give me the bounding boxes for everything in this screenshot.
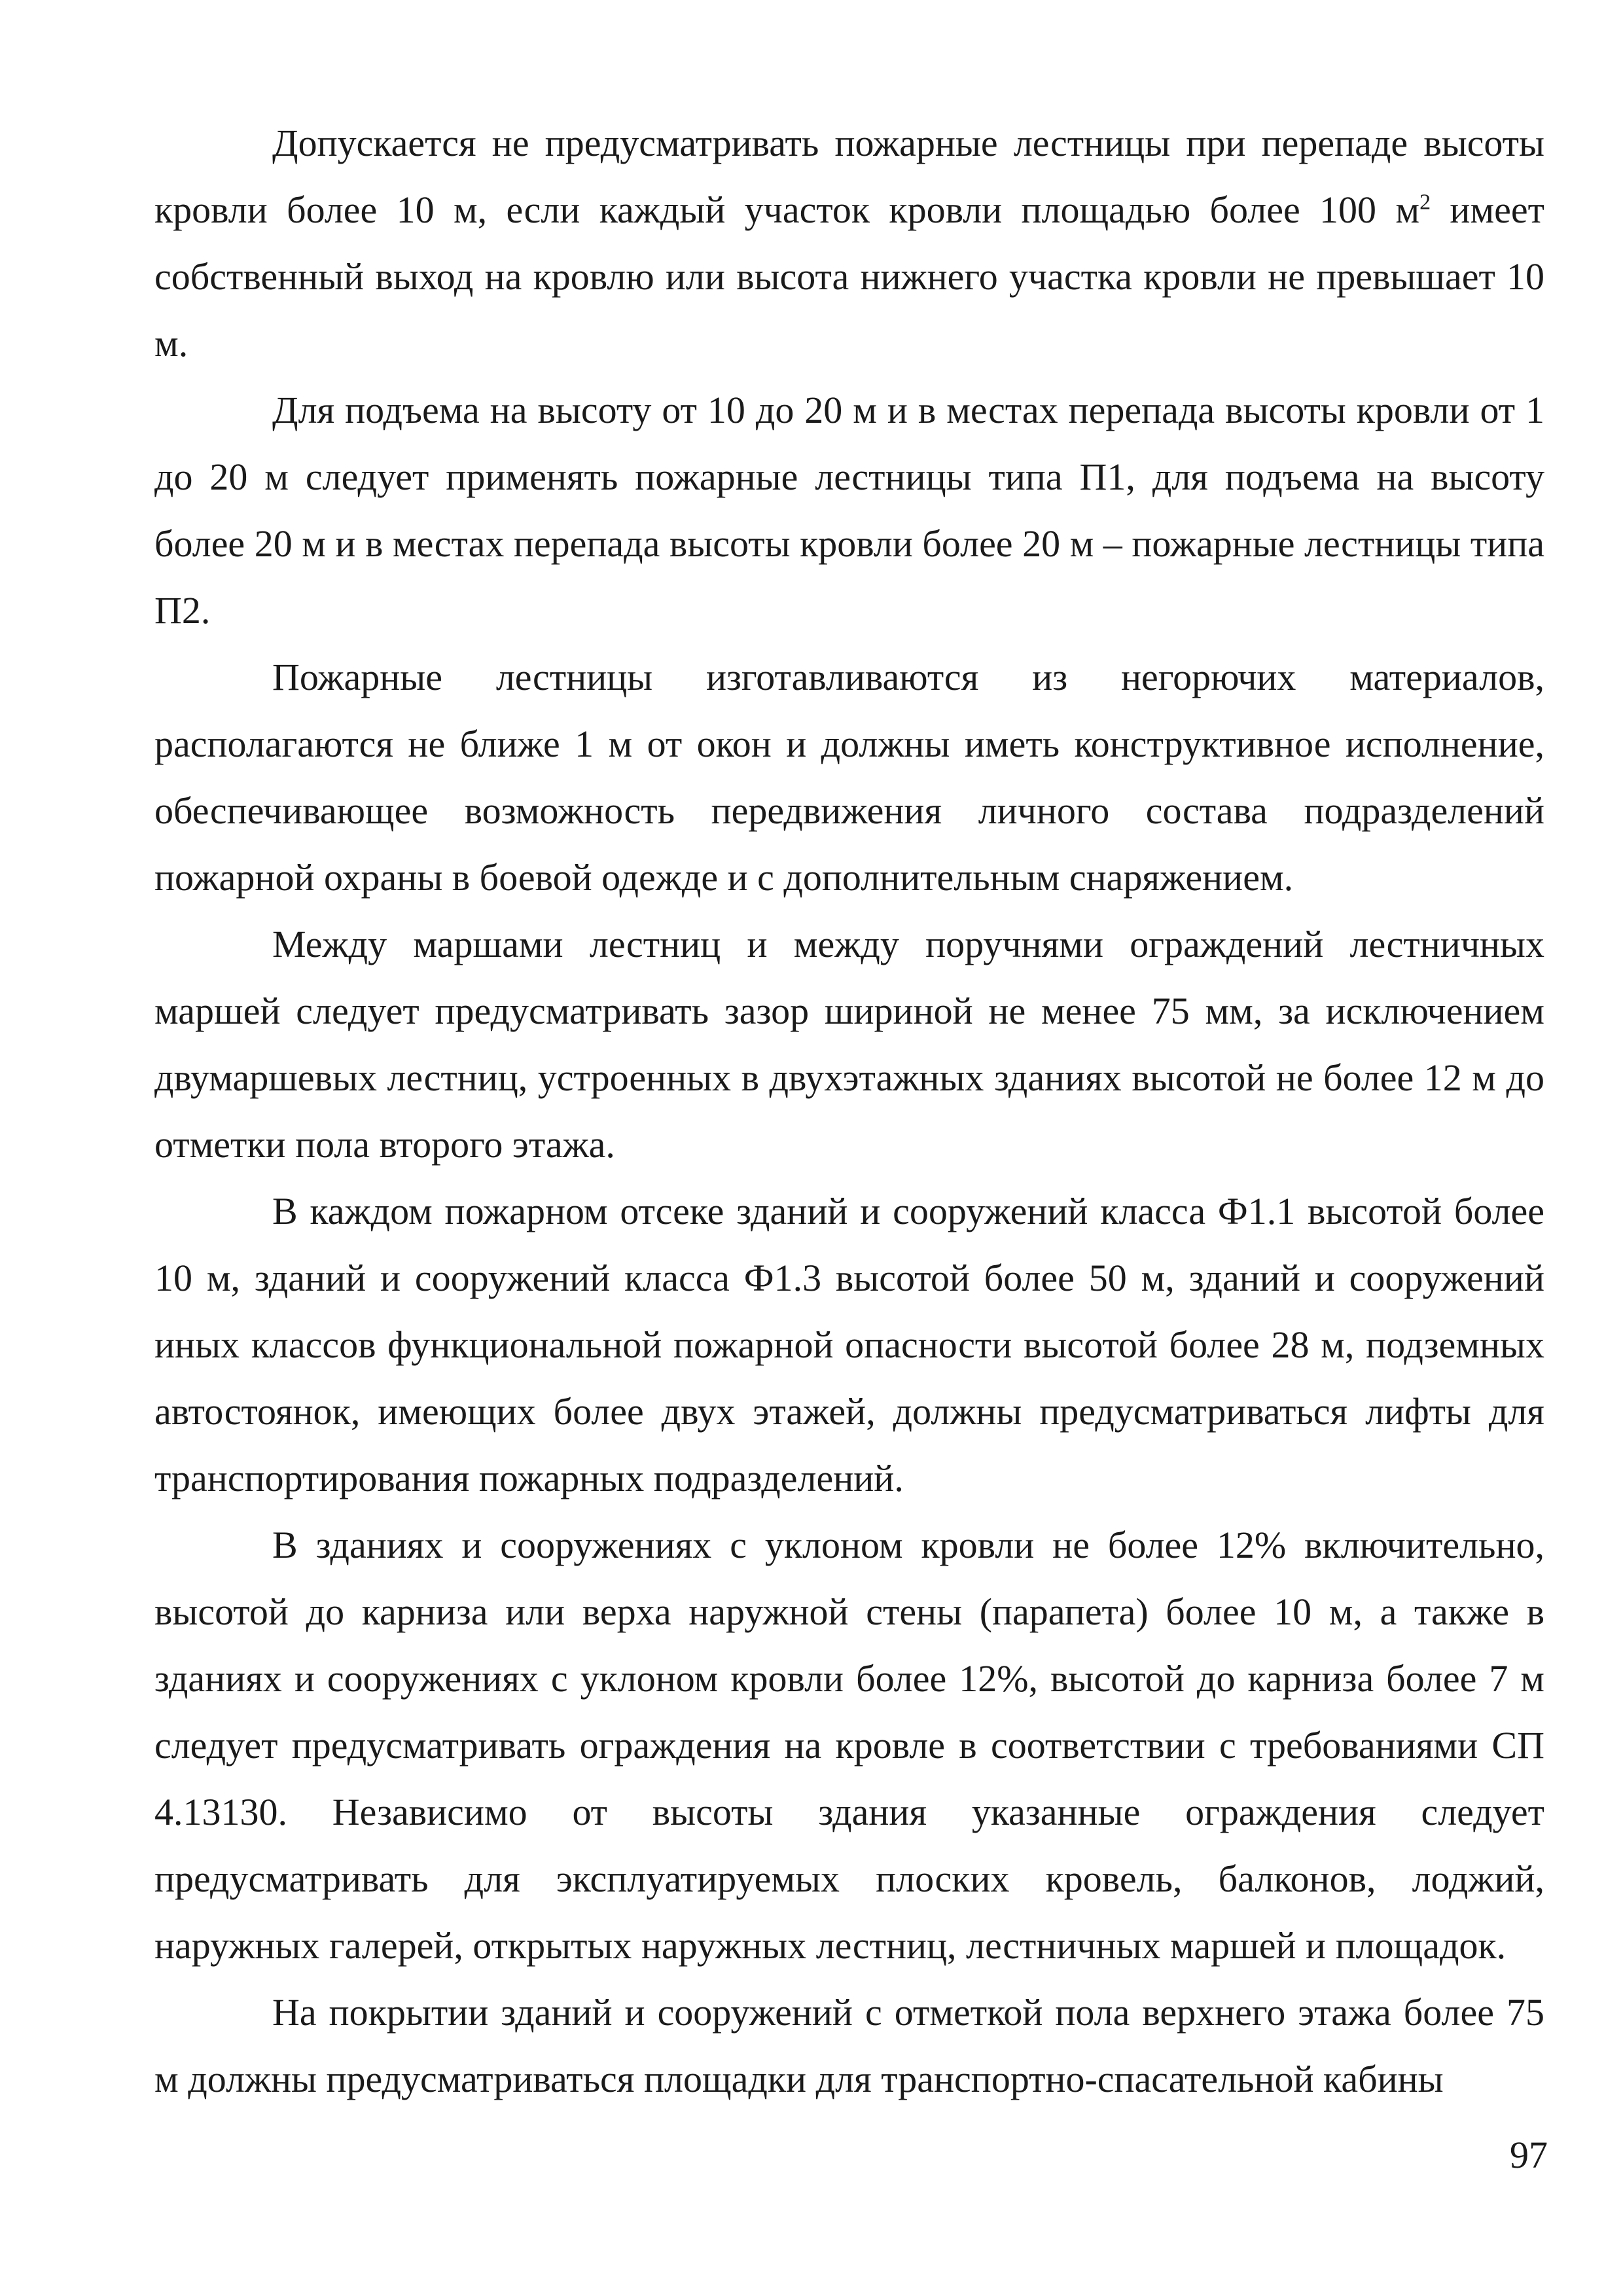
paragraph-rescue-platforms: На покрытии зданий и сооружений с отметкой пола верхнего этажа более 75 м должны предусматриваться площадки для транспортно-спасательной кабины <box>154 1991 1544 2100</box>
paragraph-roof-height-difference <box>154 110 1544 377</box>
paragraph-text: имеет собственный выход на кровлю или высота нижнего участка кровли не превышает 10 м. <box>154 188 1544 365</box>
superscript-square: 2 <box>1419 190 1431 215</box>
page-number: 97 <box>1510 2134 1548 2176</box>
paragraph-fire-lifts: В каждом пожарном отсеке зданий и сооружений класса Ф1.1 высотой более 10 м, зданий и сооружений класса Ф1.3 высотой более 50 м, зданий и сооружений иных классов функциональной пожарной опасности высотой более 28 м, подземных автостоянок, имеющих более двух этажей, должны предусматриваться лифты для транспортирования пожарных подразделений. <box>154 1190 1544 1499</box>
paragraph-ladder-types: Для подъема на высоту от 10 до 20 м и в местах перепада высоты кровли от 1 до 20 м следует применять пожарные лестницы типа П1, для подъема на высоту более 20 м и в местах перепада высоты кровли более 20 м – пожарные лестницы типа П2. <box>154 389 1544 632</box>
paragraph-text: Допускается не предусматривать пожарные лестницы при перепаде высоты кровли более 10 м, если каждый участок кровли площадью более 100 м <box>154 122 1544 231</box>
paragraph-stair-gap: Между маршами лестниц и между поручнями ограждений лестничных маршей следует предусматривать зазор шириной не менее 75 мм, за исключением двумаршевых лестниц, устроенных в двухэтажных зданиях высотой не более 12 м до отметки пола второго этажа. <box>154 923 1544 1166</box>
paragraph-ladder-materials: Пожарные лестницы изготавливаются из негорючих материалов, располагаются не ближе 1 м от окон и должны иметь конструктивное исполнение, обеспечивающее возможность передвижения личного состава подразделений пожарной охраны в боевой одежде и с дополнительным снаряжением. <box>154 656 1544 899</box>
paragraph-roof-railings: В зданиях и сооружениях с уклоном кровли не более 12% включительно, высотой до карниза или верха наружной стены (парапета) более 10 м, а также в зданиях и сооружениях с уклоном кровли более 12%, высотой до карниза более 7 м следует предусматривать ограждения на кровле в соответствии с требованиями СП 4.13130. Независимо от высоты здания указанные ограждения следует предусматривать для эксплуатируемых плоских кровель, балконов, лоджий, наружных галерей, открытых наружных лестниц, лестничных маршей и площадок. <box>154 1524 1544 1967</box>
document-body <box>154 110 1544 2113</box>
